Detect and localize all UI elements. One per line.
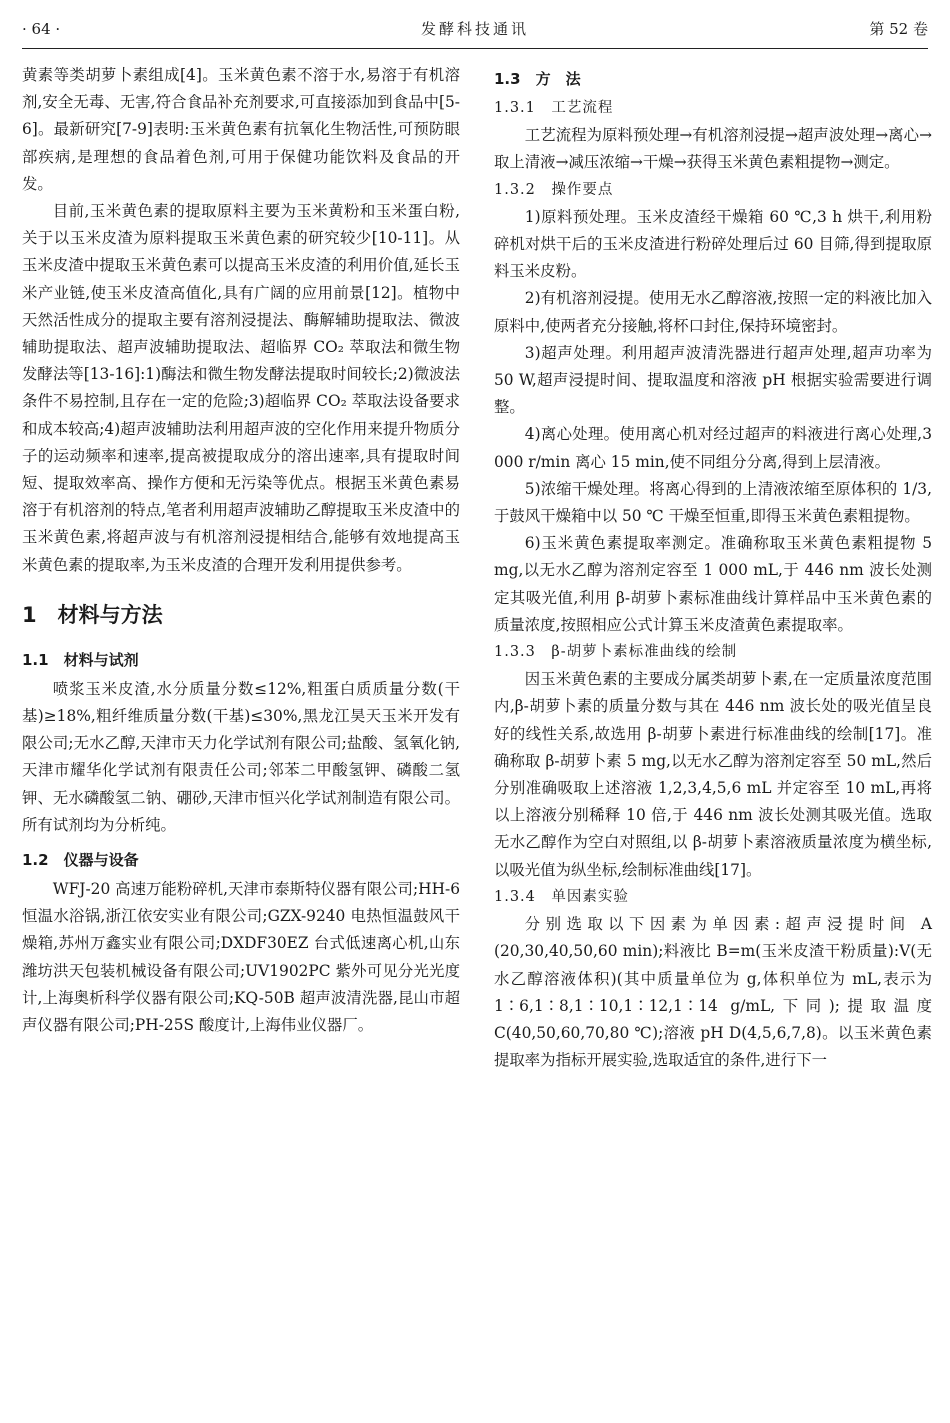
header-rule — [22, 48, 928, 49]
left-column — [22, 62, 460, 1423]
heading-1-3-2: 1.3.2 操作要点 — [494, 181, 614, 198]
step-1-paragraph: 1)原料预处理。玉米皮渣经干燥箱 60 ℃,3 h 烘干,利用粉碎机对烘干后的玉米皮渣进行粉碎处理后过 60 目筛,得到提取原料玉米皮粉。 — [494, 207, 932, 281]
intro-paragraph-1: 黄素等类胡萝卜素组成[4]。玉米黄色素不溶于水,易溶于有机溶剂,安全无毒、无害,符合食品补充剂要求,可直接添加到食品中[5-6]。最新研究[7-9]表明:玉米黄色素有抗氧化生物活性,可预防眼部疾病,是理想的食品着色剂,可用于保健功能饮料及食品的开发。 — [22, 66, 460, 193]
step-5-paragraph: 5)浓缩干燥处理。将离心得到的上清液浓缩至原体积的 1/3,于鼓风干燥箱中以 50 ℃ 干燥至恒重,即得玉米黄色素粗提物。 — [494, 479, 932, 526]
subsection-heading-1-1: 1.1 材料与试剂 — [22, 650, 139, 669]
heading-1-3-4: 1.3.4 单因素实验 — [494, 888, 629, 905]
running-header — [22, 12, 928, 46]
heading-1-3-3: 1.3.3 β-胡萝卜素标准曲线的绘制 — [494, 644, 738, 661]
volume-label: 第 52 卷 — [869, 20, 928, 38]
step-6-paragraph: 6)玉米黄色素提取率测定。准确称取玉米黄色素粗提物 5 mg,以无水乙醇为溶剂定容至 1 000 mL,于 446 nm 波长处测定其吸光值,利用 β-胡萝卜素标准曲线计算样品中玉米黄色素的质量浓度,按照相应公式计算玉米皮渣黄色素提取率。 — [494, 534, 932, 634]
journal-title: 发酵科技通讯 — [420, 20, 529, 38]
single-factor-paragraph: 分别选取以下因素为单因素:超声浸提时间 A (20,30,40,50,60 min);料液比 B=m(玉米皮渣干粉质量):V(无水乙醇溶液体积)(其中质量单位为 g,体积单位为 mL,表示为 1∶6,1∶8,1∶10,1∶12,1∶14 g/mL,下同);提取温度 C(40,50,60,70,80 ℃);溶液 pH D(4,5,6,7,8)。以玉米黄色素提取率为指标开展实验,选取适宜的条件,进行下一 — [494, 915, 932, 1070]
step-4-paragraph: 4)离心处理。使用离心机对经过超声的料液进行离心处理,3 000 r/min 离心 15 min,使不同组分分离,得到上层清液。 — [494, 425, 932, 471]
step-2-paragraph: 2)有机溶剂浸提。使用无水乙醇溶液,按照一定的料液比加入原料中,使两者充分接触,将杯口封住,保持环境密封。 — [494, 289, 932, 335]
heading-1-3-1: 1.3.1 工艺流程 — [494, 100, 614, 116]
intro-paragraph-2: 目前,玉米黄色素的提取原料主要为玉米黄粉和玉米蛋白粉,关于以玉米皮渣为原料提取玉米黄色素的研究较少[10-11]。从玉米皮渣中提取玉米黄色素可以提高玉米皮渣的利用价值,延长玉米产业链,使玉米皮渣高值化,具有广阔的应用前景[12]。植物中天然活性成分的提取主要有溶剂浸提法、酶解辅助提取法、微波辅助提取法、超声波辅助提取法、超临界 CO₂ 萃取法和微生物发酵法等[13-16]:1)酶法和微生物发酵法提取时间较长;2)微波法条件不易控制,且存在一定的危险;3)超临界 CO₂ 萃取法设备要求和成本较高;4)超声波辅助法利用超声波的空化作用来提升物质分子的运动频率和速率,提高被提取成分的溶出速率,具有提取时间短、提取效率高、操作方便和无污染等优点。根据玉米黄色素易溶于有机溶剂的特点,笔者利用超声波辅助乙醇提取玉米皮渣中的玉米黄色素,将超声波与有机溶剂浸提相结合,能够有效地提高玉米黄色素的提取率,为玉米皮渣的合理开发利用提供参考。 — [22, 202, 460, 574]
equipment-paragraph: WFJ-20 高速万能粉碎机,天津市泰斯特仪器有限公司;HH-6 恒温水浴锅,浙江依安实业有限公司;GZX-9240 电热恒温鼓风干燥箱,苏州万鑫实业有限公司;DXDF30EZ 台式低速离心机,山东潍坊洪天包装机械设备有限公司;UV1902PC 紫外可见分光光度计,上海奥析科学仪器有限公司;KQ-50B 超声波清洗器,昆山市超声仪器有限公司;PH-25S 酸度计,上海伟业仪器厂。 — [22, 880, 460, 1035]
process-flow-paragraph: 工艺流程为原料预处理→有机溶剂浸提→超声波处理→离心→取上清液→减压浓缩→干燥→获得玉米黄色素粗提物→测定。 — [494, 126, 932, 172]
subsection-heading-1-2: 1.2 仪器与设备 — [22, 851, 139, 870]
subsection-heading-1-3: 1.3 方 法 — [494, 70, 581, 88]
standard-curve-paragraph: 因玉米黄色素的主要成分属类胡萝卜素,在一定质量浓度范围内,β-胡萝卜素的质量分数与其在 446 nm 波长处的吸光值呈良好的线性关系,故选用 β-胡萝卜素进行标准曲线的绘制[17]。准确称取 β-胡萝卜素 5 mg,以无水乙醇为溶剂定容至 50 mL,然后分别准确吸取上述溶液 1,2,3,4,5,6 mL 并定容至 10 mL,再将以上溶液分别稀释 10 倍,于 446 nm 波长处测其吸光值。选取无水乙醇作为空白对照组,以 β-胡萝卜素溶液质量浓度为横坐标,以吸光值为纵坐标,绘制标准曲线[17]。 — [494, 670, 932, 879]
page-number: · 64 · — [22, 20, 61, 38]
materials-paragraph: 喷浆玉米皮渣,水分质量分数≤12%,粗蛋白质质量分数(干基)≥18%,粗纤维质量分数(干基)≤30%,黑龙江昊天玉米开发有限公司;无水乙醇,天津市天力化学试剂有限公司;盐酸、氢氧化钠,天津市耀华化学试剂有限责任公司;邻苯二甲酸氢钾、磷酸二氢钾、无水磷酸氢二钠、硼砂,天津市恒兴化学试剂制造有限公司。所有试剂均为分析纯。 — [22, 679, 460, 834]
section-heading-1: 1 材料与方法 — [22, 602, 163, 627]
right-column — [494, 62, 932, 1423]
step-3-paragraph: 3)超声处理。利用超声波清洗器进行超声处理,超声功率为 50 W,超声浸提时间、提取温度和溶液 pH 根据实验需要进行调整。 — [494, 343, 932, 417]
